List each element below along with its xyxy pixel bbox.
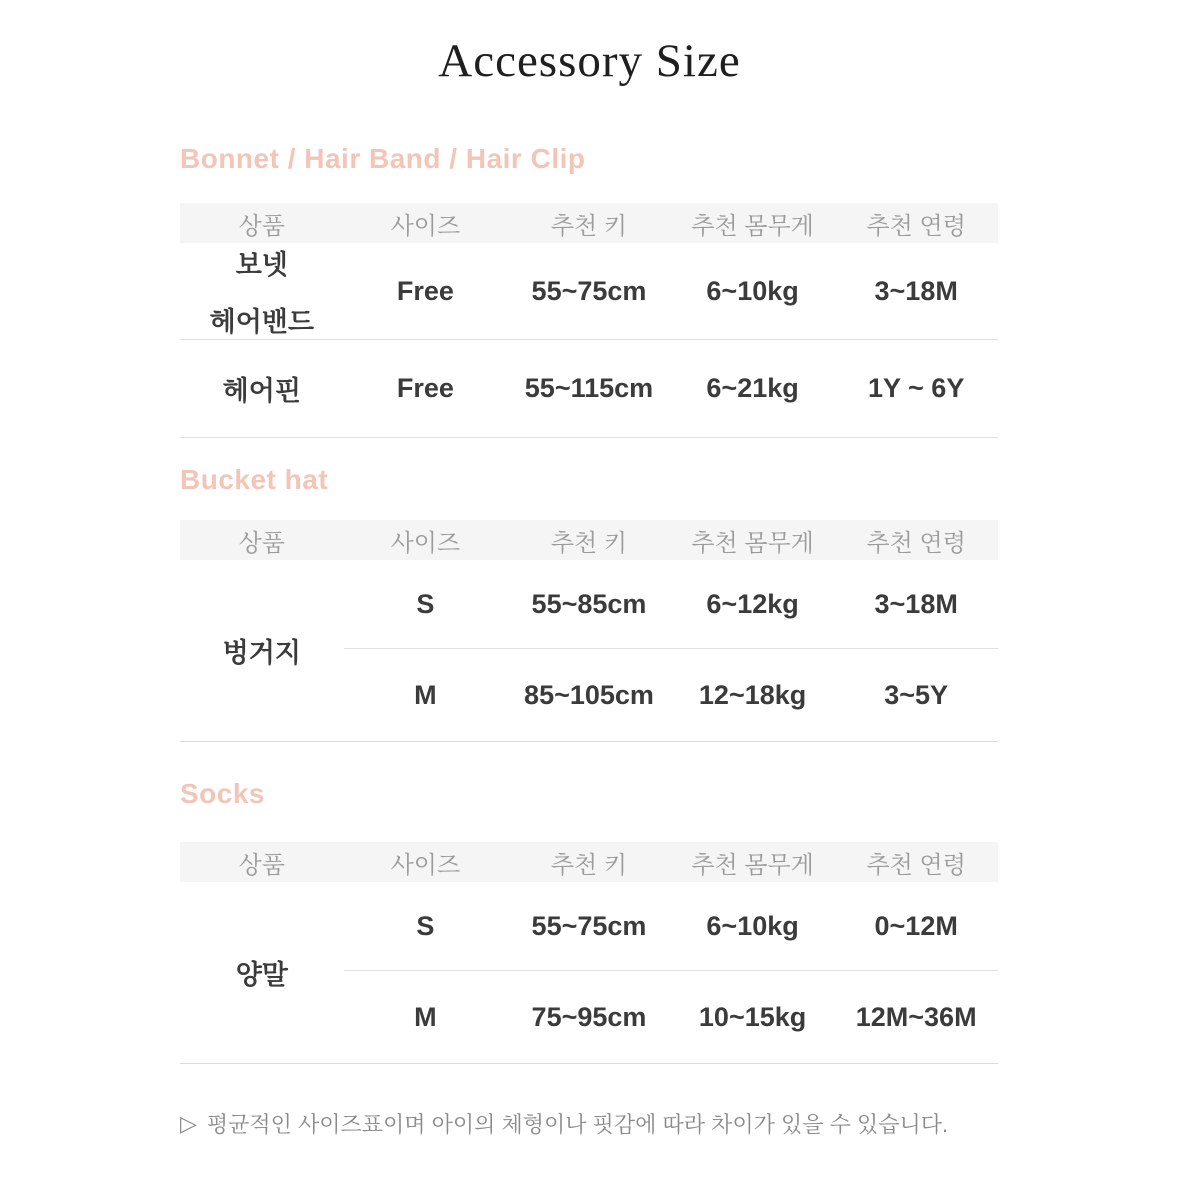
- column-header-size: 사이즈: [390, 851, 461, 879]
- page-title: Accessory Size: [438, 35, 741, 87]
- column-header-product: 상품: [238, 212, 285, 240]
- height-cell: 85~105cm: [524, 679, 654, 710]
- age-cell: 3~18M: [874, 588, 958, 619]
- column-header-age: 추천 연령: [866, 529, 966, 557]
- table-row: [344, 560, 998, 648]
- column-header-age: 추천 연령: [866, 851, 966, 879]
- table-header-row: [180, 520, 998, 560]
- age-cell: 1Y ~ 6Y: [868, 373, 965, 403]
- section-heading-socks: Socks: [180, 778, 265, 809]
- column-header-weight: 추천 몸무게: [691, 212, 814, 240]
- product-cell: 벙거지: [222, 638, 301, 668]
- size-cell: M: [414, 679, 437, 710]
- weight-cell: 6~21kg: [706, 373, 799, 403]
- weight-cell: 6~10kg: [706, 275, 799, 306]
- size-table-bonnet: [180, 203, 998, 438]
- weight-cell: 12~18kg: [698, 679, 807, 710]
- size-cell: S: [416, 588, 435, 619]
- column-header-size: 사이즈: [390, 529, 461, 557]
- column-header-weight: 추천 몸무게: [691, 851, 814, 879]
- age-cell: 3~5Y: [884, 679, 949, 710]
- table-header-row: [180, 203, 998, 243]
- triangle-bullet-icon: ▷: [180, 1110, 197, 1136]
- product-cell: 헤어핀: [222, 376, 301, 406]
- column-header-product: 상품: [238, 851, 285, 879]
- age-cell: 12M~36M: [855, 1001, 977, 1032]
- size-table-bucket-hat: [180, 520, 998, 742]
- size-cell: S: [416, 910, 435, 941]
- column-header-age: 추천 연령: [866, 212, 966, 240]
- size-cell: M: [414, 1001, 437, 1032]
- height-cell: 55~75cm: [531, 910, 647, 941]
- section-heading-bonnet: Bonnet / Hair Band / Hair Clip: [180, 143, 586, 174]
- product-name-line: 헤어밴드: [209, 307, 314, 337]
- table-row: [180, 340, 998, 438]
- product-cell: 양말: [235, 960, 288, 990]
- weight-cell: 6~12kg: [706, 588, 799, 619]
- table-row: [180, 243, 998, 340]
- column-header-height: 추천 키: [550, 212, 628, 240]
- product-name-line: 보넷: [235, 250, 288, 280]
- height-cell: 75~95cm: [531, 1001, 647, 1032]
- age-cell: 0~12M: [874, 910, 958, 941]
- size-table-socks: [180, 842, 998, 1064]
- table-body-group: [180, 560, 998, 742]
- size-cell: Free: [396, 373, 454, 403]
- height-cell: 55~85cm: [531, 588, 647, 619]
- column-header-size: 사이즈: [390, 212, 461, 240]
- column-header-height: 추천 키: [550, 529, 628, 557]
- weight-cell: 6~10kg: [706, 910, 799, 941]
- table-row: [344, 970, 998, 1063]
- age-cell: 3~18M: [874, 275, 958, 306]
- size-guide-content: [180, 141, 998, 1139]
- column-header-product: 상품: [238, 529, 285, 557]
- table-row: [344, 882, 998, 970]
- height-cell: 55~115cm: [524, 373, 654, 403]
- footnote-text: 평균적인 사이즈표이며 아이의 체형이나 핏감에 따라 차이가 있을 수 있습니다.: [206, 1112, 949, 1137]
- weight-cell: 10~15kg: [698, 1001, 807, 1032]
- product-cell: [180, 243, 344, 339]
- table-row: [344, 648, 998, 741]
- footnote: [180, 1108, 998, 1139]
- height-cell: 55~75cm: [531, 275, 647, 306]
- column-header-weight: 추천 몸무게: [691, 529, 814, 557]
- size-cell: Free: [396, 275, 454, 306]
- table-header-row: [180, 842, 998, 882]
- section-heading-bucket-hat: Bucket hat: [180, 464, 329, 495]
- table-body-group: [180, 882, 998, 1064]
- column-header-height: 추천 키: [550, 851, 628, 879]
